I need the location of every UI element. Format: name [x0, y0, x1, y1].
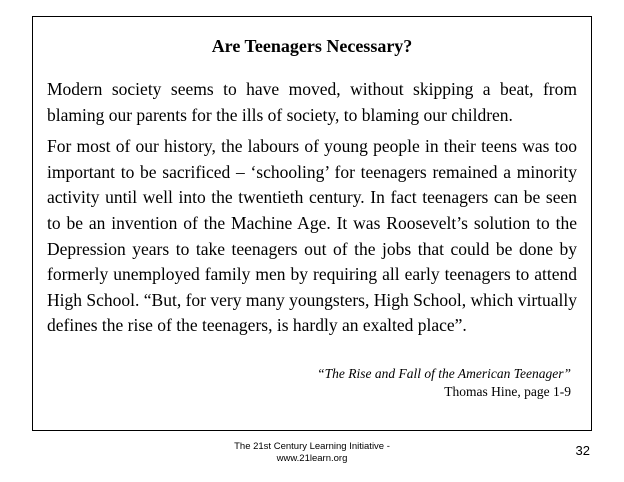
slide-title: Are Teenagers Necessary?: [211, 36, 413, 56]
footer-organization: The 21st Century Learning Initiative -: [234, 441, 390, 452]
page-number: 32: [575, 443, 590, 458]
footer-website: www.21learn.org: [276, 453, 348, 464]
paragraph-history: For most of our history, the labours of young people in their teens was too important to be sacrificed – ‘schooling’ for teenagers remained a minority activity until well into the twentieth century. In fact teenagers can be seen to be an invention of the Machine Age. It was Roosevelt’s solution to the Depression years to take teenagers out of the jobs that could be done by formerly unemployed family men by requiring all early teenagers to attend High School. “But, for very many youngsters, High School, which virtually defines the rise of the teenagers, is hardly an exalted place”.: [47, 136, 577, 336]
citation-title: “The Rise and Fall of the American Teenager”: [317, 366, 571, 381]
citation: [317, 365, 571, 401]
paragraph-intro: Modern society seems to have moved, without skipping a beat, from blaming our parents for the ills of society, to blaming our children.: [47, 79, 577, 125]
footer: [0, 441, 624, 465]
slide-frame: [32, 16, 592, 431]
citation-author: Thomas Hine, page 1-9: [444, 384, 571, 399]
slide-body: [47, 77, 577, 345]
